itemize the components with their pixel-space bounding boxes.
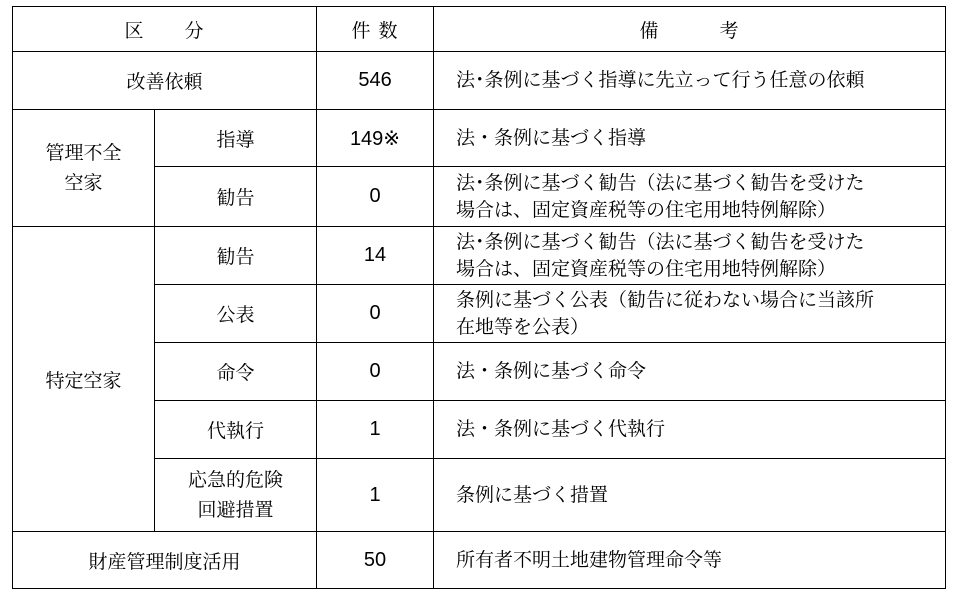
table-row [13,227,946,285]
note-line: 場合は、固定資産税等の住宅用地特例解除） [456,257,837,280]
count-specific-recommendation: 14 [317,227,434,285]
header-remarks: 備 考 [434,7,946,52]
note-line: 条例に基づく公表（勧告に従わない場合に当該所 [456,288,875,311]
note-improvement: 法･条例に基づく指導に先立って行う任意の依頼 [434,52,946,110]
count-execution: 1 [317,401,434,459]
row-label-emergency-line1: 応急的危険 [188,469,284,491]
note-order: 法・条例に基づく命令 [434,343,946,401]
table-row [13,110,946,167]
row-label-specific-recommendation: 勧告 [155,227,317,285]
count-mismanaged-recommendation: 0 [317,167,434,227]
row-label-emergency [155,459,317,532]
count-property: 50 [317,532,434,589]
table-row [13,52,946,110]
note-line: 法･条例に基づく勧告（法に基づく勧告を受けた [456,230,865,253]
row-label-execution: 代執行 [155,401,317,459]
note-execution: 法・条例に基づく代執行 [434,401,946,459]
row-label-order: 命令 [155,343,317,401]
group-mismanaged [13,110,155,227]
note-publication [434,285,946,343]
note-line: 在地等を公表） [456,315,590,338]
note-guidance: 法・条例に基づく指導 [434,110,946,167]
note-line: 法･条例に基づく勧告（法に基づく勧告を受けた [456,171,865,194]
row-label-mismanaged-recommendation: 勧告 [155,167,317,227]
group-mismanaged-line1: 管理不全 [45,142,122,164]
row-label-publication: 公表 [155,285,317,343]
row-label-improvement: 改善依頼 [13,52,317,110]
row-label-guidance: 指導 [155,110,317,167]
count-emergency: 1 [317,459,434,532]
row-label-property: 財産管理制度活用 [13,532,317,589]
count-improvement: 546 [317,52,434,110]
header-category: 区 分 [13,7,317,52]
count-order: 0 [317,343,434,401]
note-mismanaged-recommendation [434,167,946,227]
count-publication: 0 [317,285,434,343]
group-mismanaged-line2: 空家 [64,172,103,194]
note-emergency: 条例に基づく措置 [434,459,946,532]
row-label-emergency-line2: 回避措置 [197,499,274,521]
table-row [13,532,946,589]
note-line: 場合は、固定資産税等の住宅用地特例解除） [456,198,837,221]
case-table [12,6,946,589]
count-guidance: 149※ [317,110,434,167]
header-row [13,7,946,52]
note-property: 所有者不明土地建物管理命令等 [434,532,946,589]
header-count: 件 数 [317,7,434,52]
group-specific: 特定空家 [13,227,155,532]
note-specific-recommendation [434,227,946,285]
